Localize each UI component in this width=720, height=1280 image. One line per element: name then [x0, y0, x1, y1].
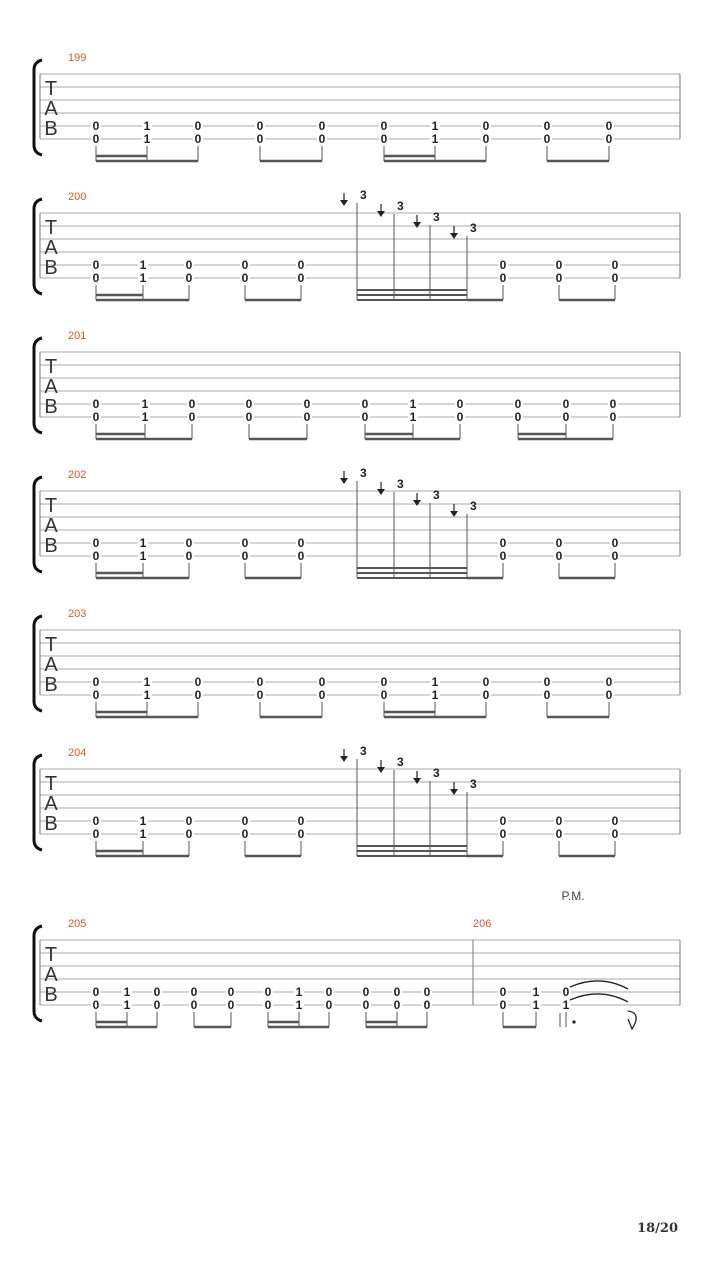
whammy-arrowhead — [377, 489, 385, 495]
fret-number: 0 — [92, 675, 100, 689]
page-number: 18/20 — [637, 1221, 678, 1236]
fret-number: 0 — [153, 998, 161, 1012]
whammy-arrowhead — [450, 789, 458, 795]
fret-number: 0 — [562, 397, 570, 411]
fret-number: 0 — [297, 271, 305, 285]
fret-number: 0 — [611, 827, 619, 841]
fret-number: 0 — [227, 985, 235, 999]
fret-number: 0 — [499, 258, 507, 272]
fret-number: 0 — [194, 132, 202, 146]
fret-number: 0 — [92, 397, 100, 411]
fret-number: 0 — [562, 410, 570, 424]
fret-number: 0 — [361, 410, 369, 424]
fret-number: 3 — [433, 766, 440, 780]
fret-number: 0 — [92, 410, 100, 424]
fret-number: 0 — [190, 985, 198, 999]
tab-letter-a: A — [44, 237, 58, 259]
fret-number: 0 — [297, 258, 305, 272]
fret-number: 0 — [456, 397, 464, 411]
tab-letter-b: B — [44, 674, 58, 696]
fret-number: 0 — [92, 814, 100, 828]
fret-number: 0 — [543, 675, 551, 689]
measure-number: 206 — [473, 918, 492, 930]
fret-number: 0 — [325, 998, 333, 1012]
tab-letter-b: B — [44, 118, 58, 140]
fret-number: 0 — [245, 410, 253, 424]
measure-number: 203 — [68, 608, 87, 620]
fret-number: 0 — [611, 271, 619, 285]
fret-number: 0 — [543, 119, 551, 133]
fret-number: 1 — [139, 258, 147, 272]
fret-number: 0 — [256, 688, 264, 702]
fret-number: 0 — [185, 827, 193, 841]
fret-number: 0 — [555, 258, 563, 272]
tab-letter-b: B — [44, 396, 58, 418]
fret-number: 1 — [123, 998, 131, 1012]
fret-number: 0 — [92, 998, 100, 1012]
fret-number: 0 — [92, 271, 100, 285]
fret-number: 0 — [241, 814, 249, 828]
fret-number: 0 — [92, 549, 100, 563]
fret-number: 0 — [241, 271, 249, 285]
fret-number: 0 — [188, 410, 196, 424]
fret-number: 1 — [123, 985, 131, 999]
whammy-arrowhead — [413, 500, 421, 506]
fret-number: 0 — [241, 258, 249, 272]
fret-number: 0 — [611, 549, 619, 563]
fret-number: 1 — [562, 998, 570, 1012]
measure-number: 202 — [68, 469, 87, 481]
fret-number: 1 — [409, 397, 417, 411]
fret-number: 0 — [92, 132, 100, 146]
tab-letter-a: A — [44, 98, 58, 120]
fret-number: 0 — [456, 410, 464, 424]
fret-number: 3 — [470, 777, 477, 791]
whammy-arrowhead — [340, 200, 348, 206]
fret-number: 0 — [362, 998, 370, 1012]
fret-number: 0 — [543, 132, 551, 146]
fret-number: 0 — [190, 998, 198, 1012]
fret-number: 1 — [295, 985, 303, 999]
fret-number: 0 — [380, 675, 388, 689]
fret-number: 0 — [499, 271, 507, 285]
fret-number: 0 — [318, 688, 326, 702]
fret-number: 0 — [241, 536, 249, 550]
fret-number: 0 — [605, 688, 613, 702]
tab-letter-t: T — [44, 773, 58, 795]
fret-number: 1 — [143, 675, 151, 689]
fret-number: 0 — [227, 998, 235, 1012]
whammy-arrowhead — [377, 767, 385, 773]
fret-number: 3 — [397, 755, 404, 769]
fret-number: 0 — [297, 549, 305, 563]
fret-number: 3 — [360, 466, 367, 480]
fret-number: 0 — [297, 814, 305, 828]
fret-number: 0 — [303, 410, 311, 424]
fret-number: 0 — [611, 814, 619, 828]
fret-number: 0 — [297, 827, 305, 841]
fret-number: 0 — [185, 814, 193, 828]
fret-number: 3 — [433, 210, 440, 224]
fret-number: 1 — [431, 675, 439, 689]
fret-number: 1 — [139, 549, 147, 563]
fret-number: 0 — [256, 132, 264, 146]
fret-number: 3 — [360, 188, 367, 202]
fret-number: 1 — [532, 998, 540, 1012]
tab-letter-b: B — [44, 813, 58, 835]
fret-number: 0 — [482, 675, 490, 689]
fret-number: 0 — [482, 119, 490, 133]
tab-letter-t: T — [44, 944, 58, 966]
fret-number: 1 — [295, 998, 303, 1012]
fret-number: 3 — [470, 221, 477, 235]
tab-letter-a: A — [44, 654, 58, 676]
fret-number: 0 — [185, 549, 193, 563]
fret-number: 0 — [241, 827, 249, 841]
fret-number: 0 — [264, 985, 272, 999]
tab-letter-t: T — [44, 495, 58, 517]
fret-number: 0 — [361, 397, 369, 411]
fret-number: 1 — [143, 132, 151, 146]
fret-number: 0 — [514, 410, 522, 424]
tab-letter-b: B — [44, 984, 58, 1006]
fret-number: 1 — [139, 827, 147, 841]
fret-number: 1 — [431, 119, 439, 133]
fret-number: 0 — [318, 675, 326, 689]
fret-number: 0 — [609, 397, 617, 411]
fret-number: 0 — [380, 688, 388, 702]
whammy-arrowhead — [450, 511, 458, 517]
fret-number: 0 — [499, 827, 507, 841]
measure-number: 204 — [68, 747, 87, 759]
fret-number: 0 — [92, 119, 100, 133]
fret-number: 0 — [194, 675, 202, 689]
measure-number: 200 — [68, 191, 87, 203]
whammy-arrowhead — [340, 478, 348, 484]
fret-number: 3 — [433, 488, 440, 502]
fret-number: 0 — [605, 132, 613, 146]
tab-letter-a: A — [44, 515, 58, 537]
fret-number: 1 — [532, 985, 540, 999]
dot — [572, 1020, 575, 1023]
bend-release — [628, 1011, 636, 1029]
fret-number: 0 — [514, 397, 522, 411]
palm-mute-label: P.M. — [561, 889, 585, 903]
fret-number: 0 — [264, 998, 272, 1012]
fret-number: 0 — [499, 998, 507, 1012]
fret-number: 0 — [92, 688, 100, 702]
measure-number: 199 — [68, 52, 87, 64]
fret-number: 0 — [499, 549, 507, 563]
fret-number: 0 — [92, 827, 100, 841]
fret-number: 0 — [256, 675, 264, 689]
tie — [570, 981, 628, 989]
fret-number: 0 — [325, 985, 333, 999]
tab-letter-b: B — [44, 535, 58, 557]
fret-number: 0 — [499, 814, 507, 828]
fret-number: 0 — [245, 397, 253, 411]
fret-number: 0 — [92, 985, 100, 999]
fret-number: 3 — [470, 499, 477, 513]
tab-letter-t: T — [44, 217, 58, 239]
fret-number: 0 — [605, 119, 613, 133]
whammy-arrowhead — [340, 756, 348, 762]
tab-letter-a: A — [44, 793, 58, 815]
whammy-arrowhead — [413, 778, 421, 784]
fret-number: 0 — [185, 536, 193, 550]
fret-number: 0 — [482, 132, 490, 146]
tab-letter-t: T — [44, 356, 58, 378]
fret-number: 0 — [499, 536, 507, 550]
fret-number: 0 — [423, 998, 431, 1012]
fret-number: 0 — [318, 132, 326, 146]
fret-number: 1 — [431, 132, 439, 146]
fret-number: 0 — [499, 985, 507, 999]
fret-number: 0 — [185, 271, 193, 285]
fret-number: 0 — [380, 119, 388, 133]
fret-number: 0 — [605, 675, 613, 689]
fret-number: 0 — [611, 536, 619, 550]
fret-number: 0 — [380, 132, 388, 146]
fret-number: 1 — [409, 410, 417, 424]
tie — [570, 994, 628, 1002]
fret-number: 1 — [139, 271, 147, 285]
fret-number: 0 — [362, 985, 370, 999]
fret-number: 1 — [143, 119, 151, 133]
fret-number: 3 — [397, 199, 404, 213]
tab-letter-b: B — [44, 257, 58, 279]
fret-number: 0 — [153, 985, 161, 999]
fret-number: 0 — [194, 688, 202, 702]
fret-number: 0 — [297, 536, 305, 550]
fret-number: 0 — [303, 397, 311, 411]
tab-letter-a: A — [44, 376, 58, 398]
fret-number: 0 — [611, 258, 619, 272]
fret-number: 0 — [543, 688, 551, 702]
fret-number: 3 — [397, 477, 404, 491]
whammy-arrowhead — [450, 233, 458, 239]
tab-letter-t: T — [44, 78, 58, 100]
fret-number: 0 — [185, 258, 193, 272]
whammy-arrowhead — [377, 211, 385, 217]
fret-number: 0 — [188, 397, 196, 411]
fret-number: 3 — [360, 744, 367, 758]
fret-number: 0 — [555, 827, 563, 841]
tab-letter-t: T — [44, 634, 58, 656]
fret-number: 1 — [141, 410, 149, 424]
fret-number: 0 — [194, 119, 202, 133]
whammy-arrowhead — [413, 222, 421, 228]
fret-number: 0 — [318, 119, 326, 133]
fret-number: 0 — [555, 549, 563, 563]
fret-number: 0 — [562, 985, 570, 999]
fret-number: 1 — [141, 397, 149, 411]
fret-number: 0 — [482, 688, 490, 702]
fret-number: 0 — [555, 814, 563, 828]
tab-letter-a: A — [44, 964, 58, 986]
measure-number: 201 — [68, 330, 87, 342]
measure-number: 205 — [68, 918, 87, 930]
fret-number: 0 — [92, 536, 100, 550]
fret-number: 0 — [393, 985, 401, 999]
fret-number: 1 — [431, 688, 439, 702]
fret-number: 1 — [139, 814, 147, 828]
fret-number: 0 — [256, 119, 264, 133]
fret-number: 0 — [423, 985, 431, 999]
fret-number: 1 — [139, 536, 147, 550]
fret-number: 0 — [555, 271, 563, 285]
fret-number: 0 — [92, 258, 100, 272]
fret-number: 0 — [393, 998, 401, 1012]
fret-number: 1 — [143, 688, 151, 702]
fret-number: 0 — [241, 549, 249, 563]
fret-number: 0 — [555, 536, 563, 550]
fret-number: 0 — [609, 410, 617, 424]
